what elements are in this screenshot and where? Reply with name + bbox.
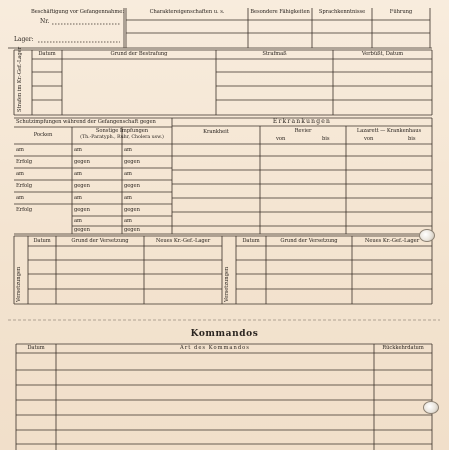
vacc-row-col3: am xyxy=(124,171,132,177)
transfers-col-date: Datum xyxy=(33,238,51,244)
punishments-col-date: Datum xyxy=(38,51,56,57)
kommandos-col-return: Rückkehrdatum xyxy=(382,345,424,351)
vacc-row-col3: gegen xyxy=(124,183,140,189)
vacc-row-label: am xyxy=(16,195,24,201)
vacc-row-label: Erfolg xyxy=(16,183,32,189)
vaccinations-col-pocken: Pocken xyxy=(33,132,53,138)
vaccinations-col-other: Sonstige Impfungen xyxy=(95,128,149,134)
camp-label: Lager: xyxy=(14,36,34,43)
nr-label: Nr. xyxy=(40,18,50,25)
vacc-row-col2: am xyxy=(74,195,82,201)
vacc-row-col2: gegen xyxy=(74,227,90,233)
vacc-row-col2: gegen xyxy=(74,183,90,189)
transfers-col-reason: Grund der Versetzung xyxy=(280,238,338,244)
kommandos-col-type: Art des Kommandos xyxy=(180,345,250,351)
vacc-row-col2: am xyxy=(74,147,82,153)
vaccinations-header: Schutzimpfungen während der Gefangenschaft gegen xyxy=(16,119,156,125)
vacc-row-label: am xyxy=(16,171,24,177)
vacc-row-col2: am xyxy=(74,171,82,177)
character-label: Charaktereigenschaften u. s. xyxy=(149,9,225,15)
occupation-label: Beschäftigung vor Gefangennahme: xyxy=(31,9,124,15)
vacc-row-label: Erfolg xyxy=(16,207,32,213)
vacc-row-col3: gegen xyxy=(124,159,140,165)
illnesses-lazarett-bis: bis xyxy=(408,136,416,142)
punishments-col-penalty: Strafmaß xyxy=(262,51,287,57)
illnesses-header: Erkrankungen xyxy=(272,118,332,125)
vacc-row-col3: gegen xyxy=(124,227,140,233)
vacc-row-col2: gegen xyxy=(74,159,90,165)
illnesses-lazarett-von: von xyxy=(364,136,374,142)
illnesses-col-illness: Krankheit xyxy=(203,129,229,135)
punch-hole xyxy=(423,401,439,414)
illnesses-col-lazarett: Lazarett — Krankenhaus xyxy=(356,128,422,134)
kommandos-col-date: Datum xyxy=(27,345,45,351)
language-label: Sprachkenntnisse xyxy=(318,9,366,15)
vacc-row-col2: am xyxy=(74,218,82,224)
vacc-row-col2: gegen xyxy=(74,207,90,213)
transfers-col-date: Datum xyxy=(242,238,260,244)
illnesses-revier-bis: bis xyxy=(322,136,330,142)
punishments-col-served: Verbüßt, Datum xyxy=(361,51,404,57)
vacc-row-label: am xyxy=(16,147,24,153)
punishments-col-reason: Grund der Bestrafung xyxy=(110,51,168,57)
vacc-row-col3: am xyxy=(124,147,132,153)
transfers-side-label-right: Versetzungen xyxy=(224,266,230,302)
transfers-side-label-left: Versetzungen xyxy=(16,266,22,302)
vacc-row-col3: am xyxy=(124,195,132,201)
vacc-row-col3: am xyxy=(124,218,132,224)
illnesses-revier-von: von xyxy=(276,136,286,142)
conduct-label: Führung xyxy=(389,9,413,15)
punch-hole xyxy=(419,229,435,242)
punishments-side-label: Strafen im Kr.-Gef.-Lager xyxy=(17,46,23,112)
special-skills-label: Besondere Fähigkeiten xyxy=(250,9,310,15)
vacc-row-label: Erfolg xyxy=(16,159,32,165)
transfers-col-camp: Neues Kr.-Gef.-Lager xyxy=(364,238,420,244)
vacc-row-col3: gegen xyxy=(124,207,140,213)
kommandos-title: Kommandos xyxy=(190,329,259,339)
transfers-col-reason: Grund der Versetzung xyxy=(71,238,129,244)
illnesses-col-revier: Revier xyxy=(294,128,312,134)
transfers-col-camp: Neues Kr.-Gef.-Lager xyxy=(155,238,211,244)
vaccinations-col-other-sub: (Th.-Paratyph., Ruhr, Cholera usw.) xyxy=(80,135,164,140)
